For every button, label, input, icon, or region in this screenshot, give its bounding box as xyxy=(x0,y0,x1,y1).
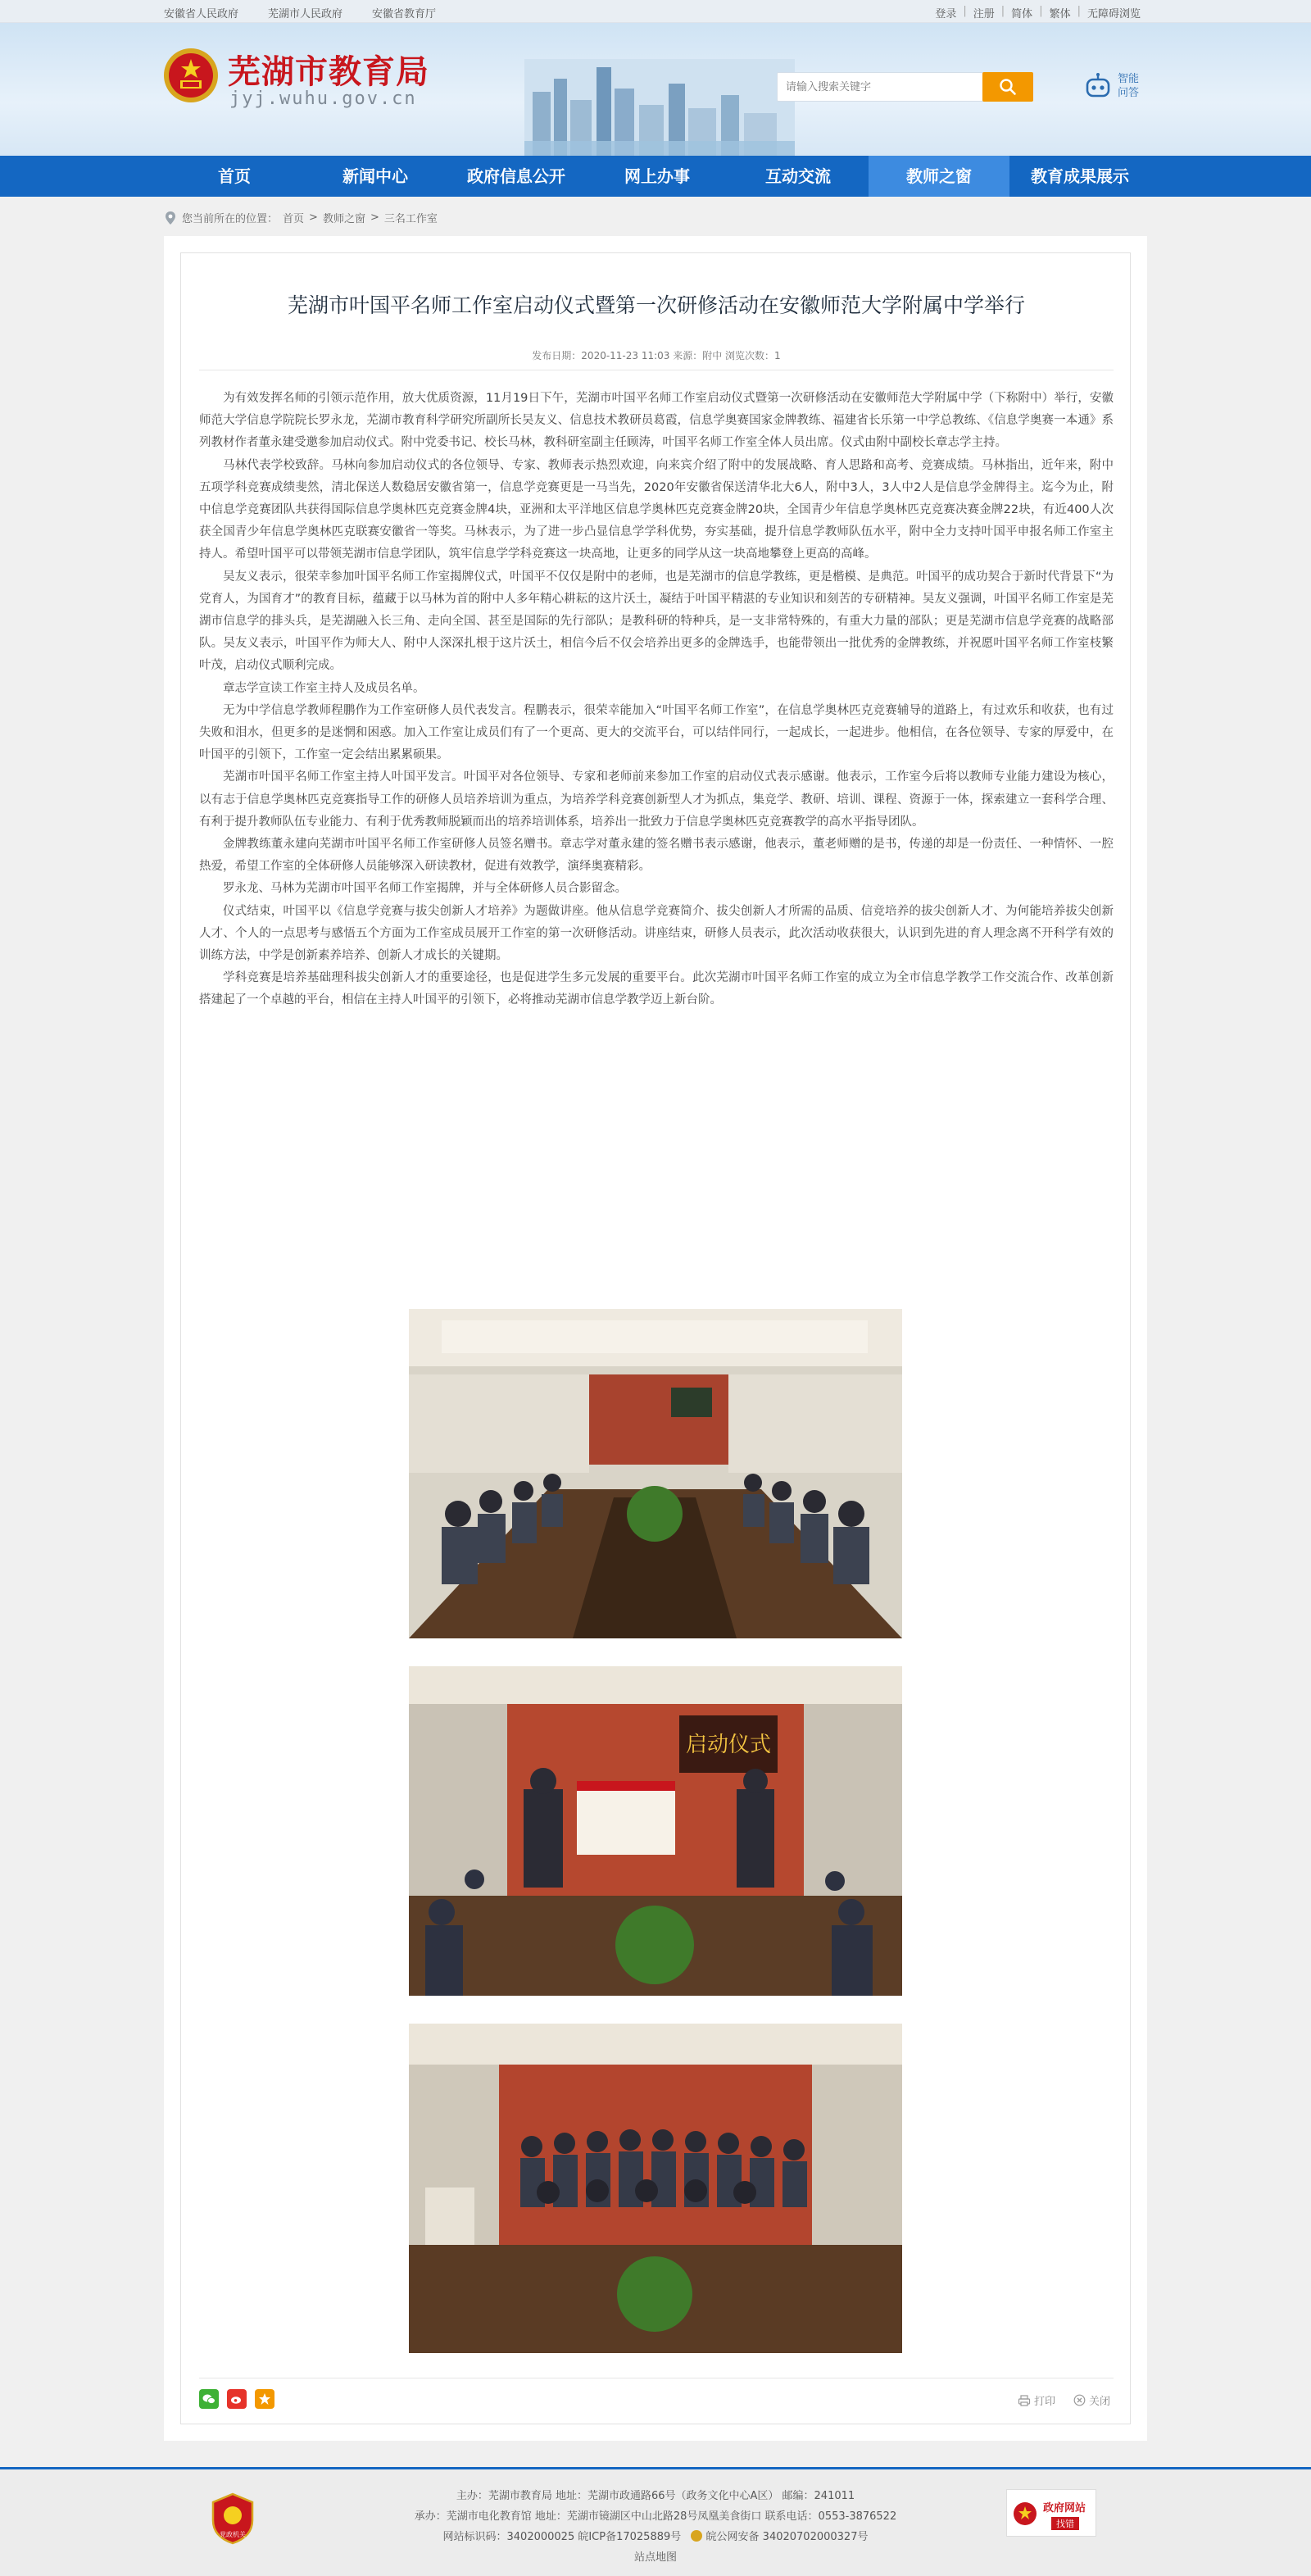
top-utility-bar xyxy=(0,0,1311,23)
separator: | xyxy=(1077,5,1081,17)
national-emblem-icon xyxy=(162,46,220,105)
site-footer xyxy=(0,2467,1311,2576)
article-paragraph: 无为中学信息学教师程鹏作为工作室研修人员代表发言。程鹏表示，很荣幸能加入“叶国平名师工作室”，在信息学奥林匹克竞赛辅导的道路上，有过欢乐和收获，也有过失败和泪水，但更多的是迷惘和困惑。加入工作室让成员们有了一个更高、更大的交流平台，可以结伴同行，一起成长，一起进步。他相信，在各位领导、专家的厚爱中，在叶国平的引领下，工作室一定会结出累累硕果。 xyxy=(199,703,1114,762)
breadcrumb-separator: > xyxy=(370,211,379,224)
sitemap-link[interactable]: 站点地图 xyxy=(633,2551,677,2564)
article-container xyxy=(180,252,1131,2424)
link-anhui-gov[interactable]: 安徽省人民政府 xyxy=(164,8,239,20)
footer-registration xyxy=(0,2527,1311,2547)
article-paragraph: 马林代表学校致辞。马林向参加启动仪式的各位领导、专家、教师表示热烈欢迎，向来宾介绍了附中的发展战略、育人思路和高考、竞赛成绩。马林指出，近年来，附中五项学科竞赛成绩斐然，清北保送人数稳居安徽省第一，信息学竞赛更是一马当先，2020年安徽省保送清华北大6人，附中3人，3人中2人是信息学金牌得主。迄今为止，附中信息学竞赛团队共获得国际信息学奥林匹克竞赛金牌4块，亚洲和太平洋地区信息学奥林匹克竞赛金牌20块，全国青少年信息学奥林匹克竞赛决赛金牌22块，有近400人次获全国青少年信息学奥林匹克联赛安徽省一等奖。马林表示，为了进一步凸显信息学学科优势，夯实基础，提升信息学教师队伍水平，附中全力支持叶国平申报名师工作室主持人。希望叶国平可以带领芜湖市信息学团队，筑牢信息学学科竞赛这一块高地，让更多的同学从这一块高地攀登上更高的高峰。 xyxy=(199,458,1114,561)
main-navigation xyxy=(0,156,1311,197)
article-tools xyxy=(1018,2392,1110,2408)
article-meta: 发布日期：2020-11-23 11:03 来源：附中 浏览次数：1 xyxy=(532,350,781,361)
location-pin-icon xyxy=(164,211,177,225)
register-link[interactable]: 注册 xyxy=(973,8,995,20)
police-badge-icon xyxy=(691,2530,702,2542)
link-wuhu-gov[interactable]: 芜湖市人民政府 xyxy=(268,8,343,20)
wechat-share-icon[interactable] xyxy=(199,2389,219,2409)
breadcrumb-home[interactable]: 首页 xyxy=(283,213,305,225)
group-photo xyxy=(409,2024,902,2353)
article-paragraph: 芜湖市叶国平名师工作室主持人叶国平发言。叶国平对各位领导、专家和老师前来参加工作室的启动仪式表示感谢。他表示，工作室今后将以教师专业能力建设为核心，以有志于信息学奥林匹克竞赛指导工作的研修人员培养培训为重点，为培养学科竞赛创新型人才为抓点，集竞学、教研、培训、课程、资源于一体，探索建立一套科学合理、有利于提升教师队伍专业能力、有利于优秀教师脱颖而出的培养培训体系，培养出一批致力于信息学奥林匹克竞赛教学的高水平指导团队。 xyxy=(199,770,1114,829)
nav-achievements[interactable]: 教育成果展示 xyxy=(1031,166,1129,186)
article-paragraph: 罗永龙、马林为芜湖市叶国平名师工作室揭牌，并与全体研修人员合影留念。 xyxy=(223,882,627,896)
search-box xyxy=(777,72,1032,102)
smart-qa-link[interactable]: 智能问答 xyxy=(1118,73,1140,99)
gov-badge-title: 政府网站 xyxy=(1042,2502,1086,2515)
breadcrumb-studio[interactable]: 三名工作室 xyxy=(383,213,438,225)
print-label: 打印 xyxy=(1033,2396,1055,2408)
site-title[interactable]: 芜湖市教育局 xyxy=(228,53,429,91)
site-domain: jyj.wuhu.gov.cn xyxy=(229,89,417,109)
nav-home[interactable]: 首页 xyxy=(218,166,251,186)
footer-info xyxy=(0,2486,1311,2568)
nav-interaction[interactable]: 互动交流 xyxy=(765,166,831,186)
traditional-link[interactable]: 繁体 xyxy=(1049,8,1071,20)
external-links xyxy=(164,5,436,20)
breadcrumb-prefix: 您当前所在的位置： xyxy=(182,213,279,225)
printer-icon xyxy=(1018,2395,1031,2406)
article-body xyxy=(199,388,1114,1012)
wechat-icon xyxy=(202,2393,215,2405)
content-panel xyxy=(164,236,1147,2441)
ceremony-banner-text: 启动仪式 xyxy=(685,1733,772,1757)
article-paragraph: 金牌教练董永建向芜湖市叶国平名师工作室研修人员签名赠书。章志学对董永建的签名赠书表示感谢，他表示，董老师赠的是书，传递的却是一份责任、一种情怀、一腔热爱，希望工作室的全体研修人员能够深入研读教材，促进有效教学，演绎奥赛精彩。 xyxy=(199,838,1114,874)
party-badge-text: 党政机关 xyxy=(220,2531,246,2538)
footer-icp[interactable]: 网站标识码：3402000025 皖ICP备17025889号 xyxy=(442,2531,682,2543)
breadcrumb-separator: > xyxy=(309,211,318,224)
qzone-share-icon[interactable] xyxy=(255,2389,274,2409)
article-paragraph: 吴友义表示，很荣幸参加叶国平名师工作室揭牌仪式，叶国平不仅仅是附中的老师，也是芜湖市的信息学教练，更是楷模、是典范。叶国平的成功契合于新时代背景下“为党育人，为国育才”的教育目标，蕴藏于以马林为首的附中人多年精心耕耘的这片沃土，凝结于叶国平精湛的专业知识和刻苦的专研精神。吴友义强调，叶国平名师工作室是芜湖市信息学的排头兵，是芜湖融入长三角、走向全国、甚至是国际的先行部队；是教科研的特种兵，是一支非常特殊的，有重大力量的部队；更是芜湖市信息学竞赛的战略部队。吴友义表示，叶国平作为师大人、附中人深深扎根于这片沃土，相信今后不仅会培养出更多的金牌选手，也能带领出一批优秀的金牌教练，并祝愿叶国平名师工作室枝繁叶茂，启动仪式顺利完成。 xyxy=(199,570,1114,673)
separator: | xyxy=(1039,5,1043,17)
accessibility-link[interactable]: 无障碍浏览 xyxy=(1086,8,1141,20)
separator: | xyxy=(1000,5,1005,17)
footer-organizer: 承办：芜湖市电化教育馆 地址：芜湖市镜湖区中山北路28号凤凰美食街口 联系电话：0553-3876522 xyxy=(414,2510,897,2523)
city-skyline-image xyxy=(524,59,795,156)
footer-host: 主办：芜湖市教育局 地址：芜湖市政通路66号（政务文化中心A区） 邮编：241011 xyxy=(456,2490,855,2502)
close-icon xyxy=(1073,2394,1086,2406)
nav-teachers-window[interactable]: 教师之窗 xyxy=(869,156,1009,197)
nav-online-service[interactable]: 网上办事 xyxy=(624,166,690,186)
gov-badge-subtitle: 找错 xyxy=(1056,2519,1074,2529)
account-links xyxy=(935,5,1141,20)
unveiling-photo xyxy=(409,1666,902,1996)
weibo-icon xyxy=(230,2393,243,2405)
simplified-link[interactable]: 简体 xyxy=(1011,8,1033,20)
article-paragraph: 为有效发挥名师的引领示范作用，放大优质资源，11月19日下午，芜湖市叶国平名师工作室启动仪式暨第一次研修活动在安徽师范大学附属中学（下称附中）举行，安徽师范大学信息学院院长罗永龙，芜湖市教育科学研究所副所长吴友义、信息技术教研员葛霞，信息学奥赛国家金牌教练、福建省长乐第一中学总教练、《信息学奥赛一本通》系列教材作者董永建受邀参加启动仪式。附中党委书记、校长马林，教科研室副主任顾涛，叶国平名师工作室全体人员出席。仪式由附中副校长章志学主持。 xyxy=(199,392,1114,450)
link-anhui-edu[interactable]: 安徽省教育厅 xyxy=(372,8,437,20)
separator: | xyxy=(963,5,967,17)
footer-police-record[interactable]: 皖公网安备 34020702000327号 xyxy=(705,2531,869,2543)
robot-icon[interactable] xyxy=(1083,72,1113,102)
star-icon xyxy=(258,2392,271,2406)
share-bar xyxy=(199,2389,274,2409)
breadcrumb xyxy=(164,210,438,225)
print-button[interactable] xyxy=(1018,2392,1055,2408)
login-link[interactable]: 登录 xyxy=(935,8,957,20)
search-input[interactable] xyxy=(778,73,982,101)
close-label: 关闭 xyxy=(1088,2396,1110,2408)
search-icon xyxy=(999,78,1017,96)
meeting-photo xyxy=(409,1309,902,1638)
search-button[interactable] xyxy=(982,72,1033,102)
nav-gov-info[interactable]: 政府信息公开 xyxy=(467,166,565,186)
gov-site-badge-icon xyxy=(1007,2490,1097,2537)
weibo-share-icon[interactable] xyxy=(227,2389,247,2409)
article-title: 芜湖市叶国平名师工作室启动仪式暨第一次研修活动在安徽师范大学附属中学举行 xyxy=(287,293,1025,317)
gov-site-error-report[interactable] xyxy=(1006,2489,1096,2537)
breadcrumb-teachers[interactable]: 教师之窗 xyxy=(322,213,365,225)
article-paragraph: 学科竞赛是培养基础理科拔尖创新人才的重要途径，也是促进学生多元发展的重要平台。此次芜湖市叶国平名师工作室的成立为全市信息学教学工作交流合作、改革创新搭建起了一个卓越的平台，相信在主持人叶国平的引领下，必将推动芜湖市信息学教学迈上新台阶。 xyxy=(199,971,1114,1007)
article-paragraph: 章志学宣读工作室主持人及成员名单。 xyxy=(223,681,425,695)
close-button[interactable] xyxy=(1073,2392,1110,2408)
article-paragraph: 仪式结束，叶国平以《信息学竞赛与拔尖创新人才培养》为题做讲座。他从信息学竞赛简介、拔尖创新人才所需的品质、信竞培养的拔尖创新人才、为何能培养拔尖创新人才、个人的一点思考与感悟五个方面为工作室成员展开工作室的第一次研修活动。讲座结束，研修人员表示，此次活动收获很大，认识到先进的育人理念离不开科学有效的训练方法，中学是创新素养培养、创新人才成长的关键期。 xyxy=(199,904,1114,963)
site-header xyxy=(0,23,1311,156)
nav-news[interactable]: 新闻中心 xyxy=(342,166,408,186)
